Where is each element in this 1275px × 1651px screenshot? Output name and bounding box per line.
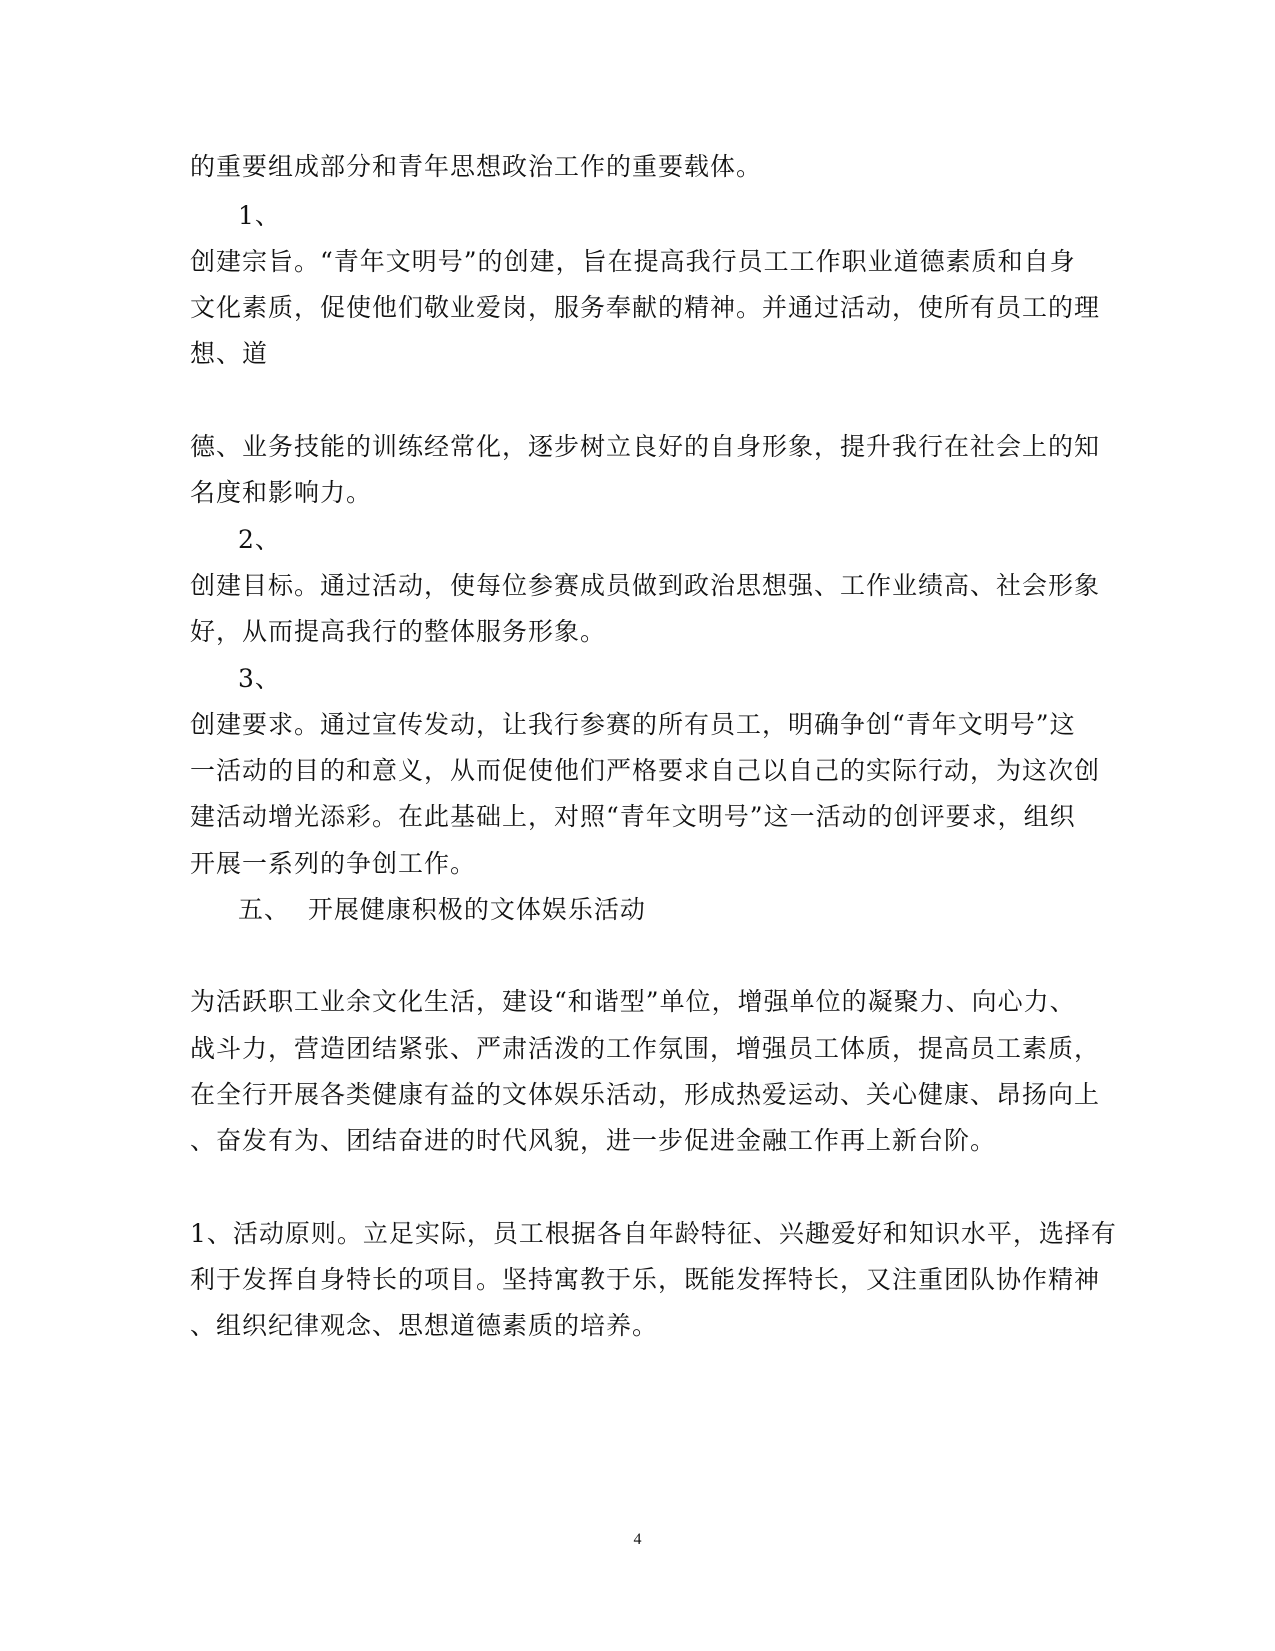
paragraph-line: 战斗力，营造团结紧张、严肃活泼的工作氛围，增强员工体质，提高员工素质， [190, 1034, 1101, 1063]
paragraph-line: 德、业务技能的训练经常化，逐步树立良好的自身形象，提升我行在社会上的知 [190, 432, 1101, 461]
paragraph-line: 名度和影响力。 [190, 478, 373, 507]
paragraph-line: 1、活动原则。立足实际，员工根据各自年龄特征、兴趣爱好和知识水平，选择有 [190, 1219, 1117, 1248]
paragraph-line: 、组织纪律观念、思想道德素质的培养。 [190, 1311, 659, 1340]
paragraph-line: 建活动增光添彩。在此基础上，对照“青年文明号”这一活动的创评要求，组织 [190, 802, 1076, 831]
paragraph-line: 好，从而提高我行的整体服务形象。 [190, 617, 607, 646]
paragraph-line: 创建宗旨。“青年文明号”的创建，旨在提高我行员工工作职业道德素质和自身 [190, 247, 1076, 276]
paragraph-line: 的重要组成部分和青年思想政治工作的重要载体。 [190, 152, 763, 181]
list-number: 3、 [238, 664, 281, 693]
paragraph-line: 开展一系列的争创工作。 [190, 849, 477, 878]
paragraph-line: 利于发挥自身特长的项目。坚持寓教于乐，既能发挥特长，又注重团队协作精神 [190, 1265, 1101, 1294]
page-number: 4 [633, 1531, 642, 1548]
section-heading: 五、 开展健康积极的文体娱乐活动 [238, 895, 646, 924]
paragraph-line: 创建目标。通过活动，使每位参赛成员做到政治思想强、工作业绩高、社会形象 [190, 571, 1101, 600]
paragraph-line: 文化素质，促使他们敬业爱岗，服务奉献的精神。并通过活动，使所有员工的理 [190, 293, 1101, 322]
paragraph-line: 为活跃职工业余文化生活，建设“和谐型”单位，增强单位的凝聚力、向心力、 [190, 987, 1076, 1016]
paragraph-line: 想、道 [190, 339, 269, 368]
paragraph-line: 在全行开展各类健康有益的文体娱乐活动，形成热爱运动、关心健康、昂扬向上 [190, 1080, 1101, 1109]
list-number: 1、 [238, 201, 281, 230]
paragraph-line: 创建要求。通过宣传发动，让我行参赛的所有员工，明确争创“青年文明号”这 [190, 710, 1076, 739]
paragraph-line: 一活动的目的和意义，从而促使他们严格要求自己以自己的实际行动，为这次创 [190, 756, 1101, 785]
list-number: 2、 [238, 525, 281, 554]
paragraph-line: 、奋发有为、团结奋进的时代风貌，进一步促进金融工作再上新台阶。 [190, 1126, 997, 1155]
